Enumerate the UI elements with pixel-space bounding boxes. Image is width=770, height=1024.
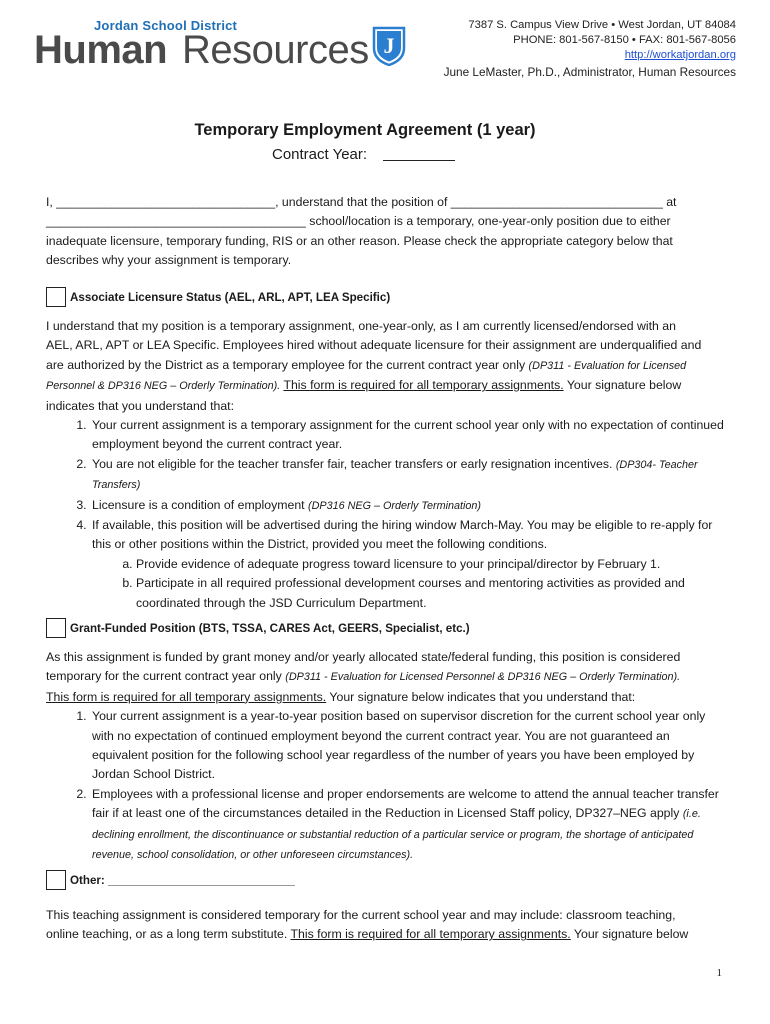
grant-funded-list [46,707,724,865]
associate-licensure-checkbox[interactable] [46,287,66,307]
list-item: 1. Your current assignment is a temporary assignment for the current school year only with no expectation of continued employment beyond the current contract year. [90,416,724,455]
district-name: Jordan School District [94,18,238,33]
page-number: 1 [716,967,722,979]
grant-funded-body: As this assignment is funded by grant money and/or yearly allocated state/federal funding, this position is considered temporary for the current contract year only (DP311 - Evaluation for Licensed Personnel & DP316 NEG – Orderly Termination). This form is required for all temporary assignments. Your signature below indicates that you understand that: 1. Your current assignment is a year-to-year position based on supervisor discretion for the current school year only with no expectation of continued employment beyond the current contract year. You are not guaranteed an equivalent position for the following school year regardless of the number of years you have been employed by Jordan School District. 2. Employees with a professional license and proper endorsements are welcome to attend the annual teacher transfer fair if at least one of the circumstances detailed in the Reduction in Licensed Staff policy, DP327–NEG apply (i.e. declining enrollment, the discontinuance or substantial reduction of a particular service or program, the shortage of anticipated revenue, school consolidation, or other unforeseen circumstances). [46,648,724,865]
other-checkbox[interactable] [46,870,66,890]
document-title: Temporary Employment Agreement (1 year) [194,121,536,139]
conditions-list [92,555,724,613]
list-item: 2. You are not eligible for the teacher transfer fair, teacher transfers or early resignation incentives. (DP304- Teacher Transfers) [90,455,724,496]
list-item: b. Participate in all required professional development courses and mentoring activities as provided and coordinated through the JSD Curriculum Department. [136,574,724,613]
contract-year-label: Contract Year: [272,146,368,163]
address: 7387 S. Campus View Drive • West Jordan, UT 84084 [468,19,736,31]
website-link[interactable]: http://workatjordan.org [624,49,736,61]
contract-year [272,146,455,163]
section-associate-licensure [46,287,390,307]
hr-logo [34,16,414,76]
svg-text:J: J [383,33,395,58]
logo-resources: Resources [182,28,369,72]
list-item: 2. Employees with a professional license and proper endorsements are welcome to attend the annual teacher transfer fair if at least one of the circumstances detailed in the Reduction in Licensed Staff policy, DP327–NEG apply (i.e. declining enrollment, the discontinuance or substantial reduction of a particular service or program, the shortage of anticipated revenue, school consolidation, or other unforeseen circumstances). [90,785,724,866]
grant-funded-checkbox[interactable] [46,618,66,638]
section-heading: Other: _____________________________ [70,873,295,887]
section-heading: Associate Licensure Status (AEL, ARL, APT, LEA Specific) [70,290,391,304]
associate-licensure-list [46,416,724,613]
associate-licensure-body: I understand that my position is a temporary assignment, one-year-only, as I am currently licensed/endorsed with an AEL, ARL, APT or LEA Specific. Employees hired without adequate licensure for their assignment are underqualified and are authorized by the District as a temporary employee for the current contract year only (DP311 - Evaluation for Licensed Personnel & DP316 NEG – Orderly Termination). This form is required for all temporary assignments. Your signature below indicates that you understand that: 1. Your current assignment is a temporary assignment for the current school year only with no expectation of continued employment beyond the current contract year. 2. You are not eligible for the teacher transfer fair, teacher transfers or early resignation incentives. (DP304- Teacher Transfers) 3. Licensure is a condition of employment (DP316 NEG – Orderly Termination) 4. If available, this position will be advertised during the hiring window March-May. You may be eligible to re-apply for this or other positions within the District, provided you meet the following conditions. a. Provide evidence of adequate progress toward licensure to your principal/director by February 1. b. Participate in all required professional development courses and mentoring activities as provided and coordinated through the JSD Curriculum Department. [46,317,724,613]
list-item: 4. If available, this position will be advertised during the hiring window March-May. You may be eligible to re-apply for this or other positions within the District, provided you meet the following conditions. a. Provide evidence of adequate progress toward licensure to your principal/director by February 1. b. Participate in all required professional development courses and mentoring activities as provided and coordinated through the JSD Curriculum Department. [90,516,724,613]
contract-year-field[interactable] [383,160,455,161]
logo-human: Human [34,28,168,72]
intro-paragraph: I, ________________________________, understand that the position of _______________________________ at ______________________________________ school/location is a temporary, one-year-only position due to either inadequate licensure, temporary funding, RIS or an other reason. Please check the appropriate category below that describes why your assignment is temporary. [46,195,677,268]
list-item: a. Provide evidence of adequate progress toward licensure to your principal/director by February 1. [136,555,724,574]
administrator: June LeMaster, Ph.D., Administrator, Human Resources [443,65,736,79]
contact-block [444,18,736,80]
phone-fax: PHONE: 801-567-8150 • FAX: 801-567-8056 [513,34,736,46]
other-body: This teaching assignment is considered temporary for the current school year and may include: classroom teaching, online teaching, or as a long term substitute. This form is required for all temporary assignments. Your signature below [46,908,689,942]
section-grant-funded [46,618,470,638]
list-item: 1. Your current assignment is a year-to-year position based on supervisor discretion for the current school year only with no expectation of continued employment beyond the current contract year. You are not guaranteed an equivalent position for the following school year regardless of the number of years you have been employed by Jordan School District. [90,707,724,785]
section-other [46,870,295,890]
jordan-shield-icon [372,26,406,66]
section-heading: Grant-Funded Position (BTS, TSSA, CARES Act, GEERS, Specialist, etc.) [70,621,470,635]
list-item: 3. Licensure is a condition of employment (DP316 NEG – Orderly Termination) [90,496,724,516]
